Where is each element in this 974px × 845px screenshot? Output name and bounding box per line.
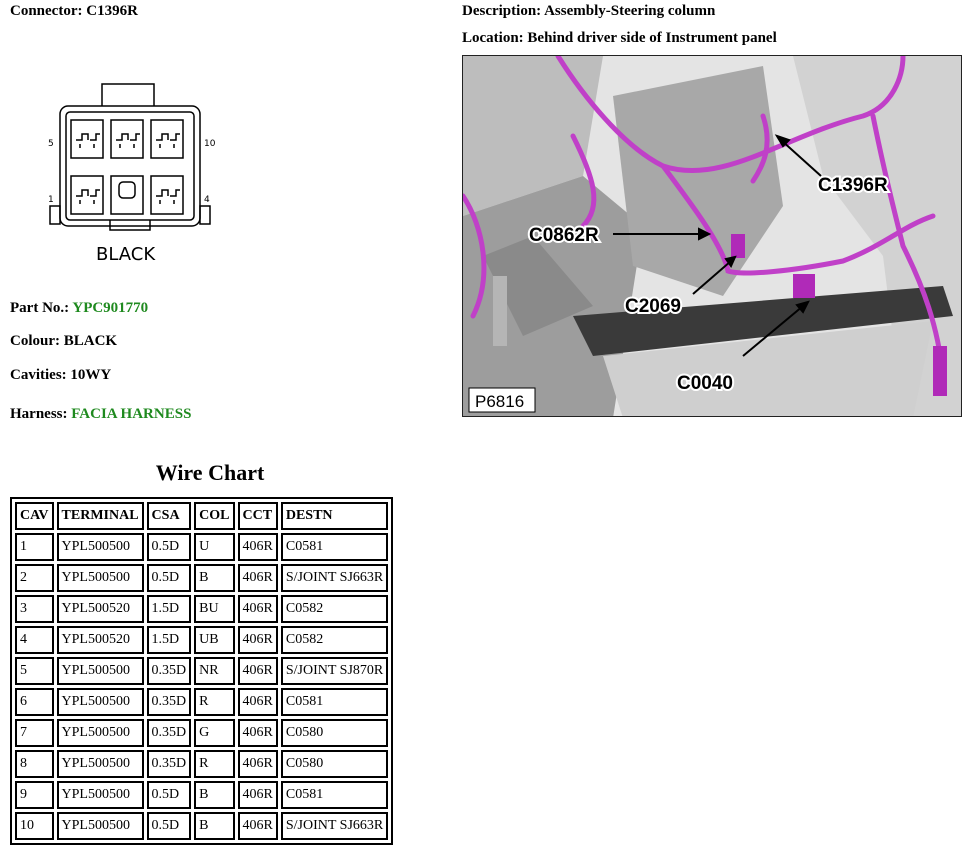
cell-cav: 3 (15, 595, 54, 623)
callout-c1396r: C1396R (818, 175, 888, 196)
cell-destn: S/JOINT SJ870R (281, 657, 388, 685)
cell-destn: C0581 (281, 688, 388, 716)
part-number: Part No.: YPC901770 (10, 300, 149, 316)
cell-col: B (194, 564, 234, 592)
cell-col: G (194, 719, 234, 747)
cell-terminal: YPL500500 (57, 812, 144, 840)
cell-terminal: YPL500520 (57, 626, 144, 654)
table-row (15, 595, 388, 623)
cell-cct: 406R (238, 564, 278, 592)
cell-col: NR (194, 657, 234, 685)
wire-chart-title: Wire Chart (155, 460, 265, 485)
cell-csa: 1.5D (147, 595, 192, 623)
callout-c0040: C0040 (677, 373, 733, 394)
cell-col: B (194, 781, 234, 809)
cell-destn: C0580 (281, 750, 388, 778)
cell-cav: 2 (15, 564, 54, 592)
table-row (15, 564, 388, 592)
cell-cct: 406R (238, 750, 278, 778)
location: Location: Behind driver side of Instrument panel (462, 30, 777, 46)
pin-label-5: 5 (48, 139, 54, 149)
cell-col: B (194, 812, 234, 840)
cell-destn: C0582 (281, 595, 388, 623)
cell-csa: 1.5D (147, 626, 192, 654)
table-row (15, 750, 388, 778)
cell-destn: C0581 (281, 781, 388, 809)
vehicle-interior-illustration (463, 56, 962, 417)
cell-col: R (194, 750, 234, 778)
table-row (15, 781, 388, 809)
part-number-value[interactable]: YPC901770 (72, 300, 149, 316)
cell-csa: 0.35D (147, 657, 192, 685)
cell-terminal: YPL500500 (57, 657, 144, 685)
table-row (15, 626, 388, 654)
column-header-destn: DESTN (281, 502, 388, 530)
cell-destn: C0581 (281, 533, 388, 561)
column-header-cct: CCT (238, 502, 278, 530)
cell-cct: 406R (238, 688, 278, 716)
cell-cct: 406R (238, 533, 278, 561)
cavities: Cavities: 10WY (10, 367, 112, 383)
harness-value[interactable]: FACIA HARNESS (71, 406, 192, 422)
harness: Harness: FACIA HARNESS (10, 406, 192, 422)
cell-col: U (194, 533, 234, 561)
callout-c2069: C2069 (625, 296, 681, 317)
cell-terminal: YPL500500 (57, 750, 144, 778)
table-row (15, 657, 388, 685)
cell-cav: 10 (15, 812, 54, 840)
cell-csa: 0.35D (147, 688, 192, 716)
connector-title: Connector: C1396R (10, 3, 138, 19)
cell-cav: 6 (15, 688, 54, 716)
cell-cav: 5 (15, 657, 54, 685)
cell-cav: 4 (15, 626, 54, 654)
cell-cct: 406R (238, 595, 278, 623)
cell-terminal: YPL500500 (57, 781, 144, 809)
photo-reference: P6816 (475, 392, 525, 411)
connector-face-diagram (44, 78, 224, 268)
description: Description: Assembly-Steering column (462, 3, 716, 19)
cell-terminal: YPL500500 (57, 533, 144, 561)
cell-col: R (194, 688, 234, 716)
pin-label-4: 4 (204, 195, 210, 205)
table-row (15, 688, 388, 716)
cell-cav: 8 (15, 750, 54, 778)
table-row (15, 533, 388, 561)
connector-color-caption: BLACK (96, 244, 156, 265)
pin-label-10: 10 (204, 139, 216, 149)
cell-cct: 406R (238, 781, 278, 809)
cell-csa: 0.35D (147, 719, 192, 747)
cell-terminal: YPL500500 (57, 719, 144, 747)
table-header-row (15, 502, 388, 530)
cell-csa: 0.5D (147, 781, 192, 809)
cell-csa: 0.35D (147, 750, 192, 778)
column-header-terminal: TERMINAL (57, 502, 144, 530)
column-header-csa: CSA (147, 502, 192, 530)
cell-destn: S/JOINT SJ663R (281, 564, 388, 592)
table-row (15, 812, 388, 840)
cell-terminal: YPL500500 (57, 688, 144, 716)
cell-cav: 7 (15, 719, 54, 747)
cell-cct: 406R (238, 719, 278, 747)
cell-cav: 9 (15, 781, 54, 809)
cell-cav: 1 (15, 533, 54, 561)
pin-label-1: 1 (48, 195, 54, 205)
cell-destn: C0582 (281, 626, 388, 654)
cell-col: UB (194, 626, 234, 654)
cell-cct: 406R (238, 626, 278, 654)
colour: Colour: BLACK (10, 333, 118, 349)
cell-csa: 0.5D (147, 564, 192, 592)
cell-terminal: YPL500520 (57, 595, 144, 623)
cell-csa: 0.5D (147, 812, 192, 840)
cell-destn: C0580 (281, 719, 388, 747)
table-row (15, 719, 388, 747)
location-photo (462, 55, 962, 417)
cell-destn: S/JOINT SJ663R (281, 812, 388, 840)
wire-chart-table (10, 497, 393, 845)
cell-cct: 406R (238, 657, 278, 685)
cell-csa: 0.5D (147, 533, 192, 561)
column-header-col: COL (194, 502, 234, 530)
cell-terminal: YPL500500 (57, 564, 144, 592)
cell-cct: 406R (238, 812, 278, 840)
column-header-cav: CAV (15, 502, 54, 530)
cell-col: BU (194, 595, 234, 623)
callout-c0862r: C0862R (529, 225, 599, 246)
